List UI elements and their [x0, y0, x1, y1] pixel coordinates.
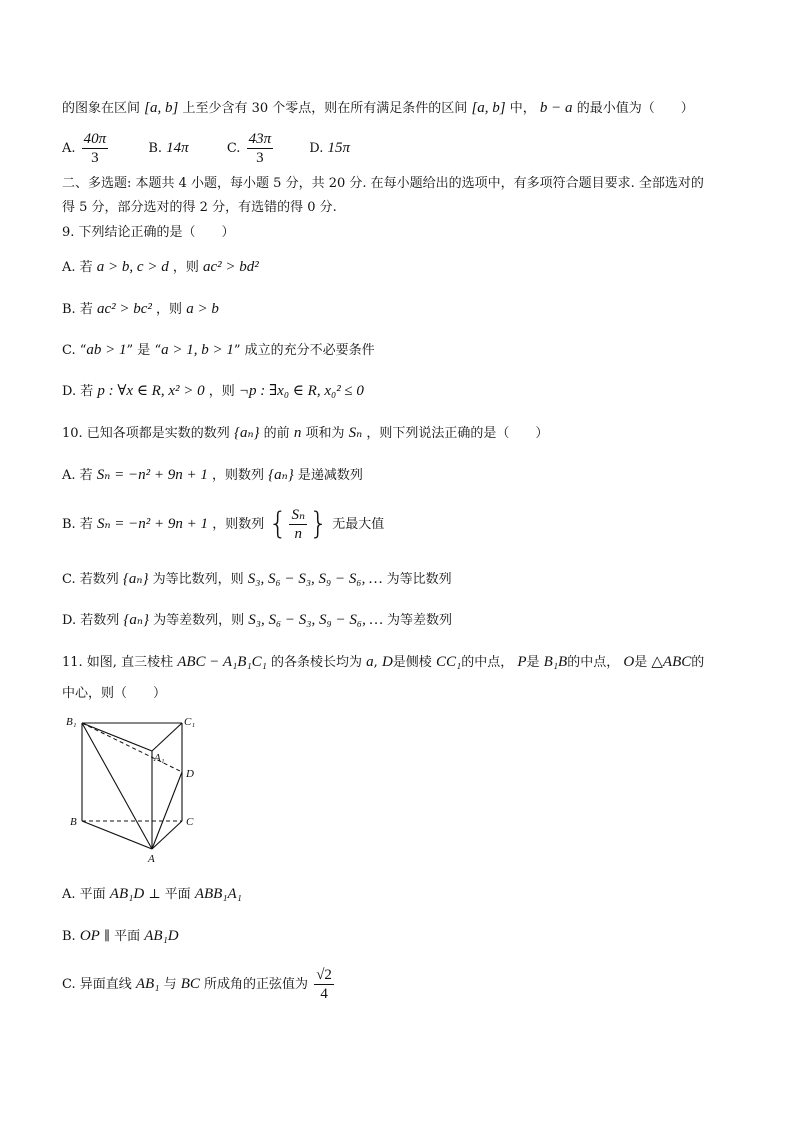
q10-text-1: 10. 已知各项都是实数的数列 — [62, 426, 230, 441]
q8-option-d — [309, 139, 350, 158]
q8-option-c-label: C. — [226, 141, 241, 156]
q11-text-5: 的中点， — [461, 655, 514, 670]
q10-sn: Sₙ — [348, 425, 363, 441]
label-a: A — [148, 853, 155, 865]
q8-option-c-denominator: 3 — [256, 150, 264, 166]
q8-option-b-label: B. — [148, 141, 163, 156]
label-c1: C₁ — [184, 716, 196, 728]
q9-option-a — [62, 258, 259, 277]
q10-n: n — [293, 425, 302, 441]
q11-c-label: C. 异面直线 — [62, 977, 132, 992]
section-2-intro-line-2: 得 5 分，部分选对的得 2 分，有选错的得 0 分. — [62, 200, 337, 215]
q10-d-post: 为等差数列 — [387, 613, 453, 628]
q11-c-mid: 与 — [163, 977, 177, 992]
q9-b-mid: ，则 — [156, 302, 183, 317]
q11-b-mid: ∥ 平面 — [103, 929, 141, 944]
q10-c-mid: 为等比数列，则 — [152, 572, 244, 587]
q10-option-b — [62, 506, 384, 543]
q11-option-c — [62, 966, 336, 1003]
q11-text-3: , — [373, 655, 378, 670]
q11-cc1: CC₁ — [435, 654, 462, 670]
q10-c-seq: {aₙ} — [122, 571, 149, 587]
q9-option-c — [62, 341, 375, 360]
q11-b-plane: AB₁D — [144, 928, 179, 944]
q8-option-d-label: D. — [309, 141, 324, 156]
q10-b-label: B. 若 — [62, 517, 93, 532]
q10-b-expr: Sₙ = −n² + 9n + 1 — [96, 516, 209, 532]
q8-text-4: 的最小值为（ ） — [576, 101, 694, 116]
q9-a-mid: ，则 — [172, 260, 199, 275]
q10-b-fraction — [289, 506, 307, 543]
q8-option-a-fraction — [82, 130, 109, 167]
q11-c-mid-2: 所成角的正弦值为 — [204, 977, 309, 992]
q11-c-denominator: 4 — [320, 986, 328, 1002]
q9-d-not-p: ¬p : ∃x₀ ∈ R, x₀² ≤ 0 — [238, 383, 364, 399]
q11-a-plane-2: ABB₁A₁ — [194, 886, 242, 902]
q11-b1b: B₁B — [543, 654, 568, 670]
q10-option-d — [62, 611, 452, 630]
figure-background — [62, 713, 202, 865]
q8-interval-2: [a, b] — [471, 100, 506, 116]
q10-d-seq: {aₙ} — [123, 612, 149, 628]
q10-d-mid: 为等差数列，则 — [153, 613, 245, 628]
q10-d-label: D. 若数列 — [62, 613, 120, 628]
q11-text-8: 是 — [634, 655, 648, 670]
q10-d-expr: S₃, S₆ − S₃, S₉ − S₆, … — [248, 612, 383, 628]
q11-text-1: 11. 如图, 直三棱柱 — [62, 655, 174, 670]
label-a1: A₁ — [154, 752, 165, 764]
q11-a-label: A. 平面 — [62, 887, 106, 902]
q9-a-cond: a > b, c > d — [96, 259, 169, 275]
q9-b-cond: ac² > bc² — [96, 301, 152, 317]
q9-c-mid: ” 是 “ — [126, 343, 162, 358]
q10-b-denominator: n — [294, 526, 302, 542]
q10-a-expr: Sₙ = −n² + 9n + 1 — [96, 467, 208, 483]
q11-d: D — [381, 654, 393, 670]
q10-text-4: ，则下列说法正确的是（ ） — [366, 426, 549, 441]
q8-option-c — [227, 130, 275, 167]
q8-option-b — [148, 139, 188, 158]
q11-prism: ABC − A₁B₁C₁ — [177, 654, 267, 670]
section-2-intro-line-1: 二、多选题: 本题共 4 小题，每小题 5 分，共 20 分. 在每小题给出的选项中，有多项符合题目要求. 全部选对的 — [62, 176, 704, 191]
q9-d-label: D. 若 — [62, 384, 94, 399]
q10-text-2: 的前 — [263, 426, 290, 441]
q11-a-mid: ⊥ 平面 — [148, 887, 191, 902]
q9-d-mid: ，则 — [208, 384, 235, 399]
q10-c-expr: S₃, S₆ − S₃, S₉ − S₆, … — [247, 571, 383, 587]
q10-text-3: 项和为 — [305, 426, 345, 441]
q10-a-seq: {aₙ} — [268, 467, 294, 483]
q10-option-a — [62, 466, 363, 485]
q8-expr: b − a — [539, 100, 573, 116]
q11-stem-line-1 — [62, 653, 704, 672]
q8-option-c-fraction — [247, 130, 274, 167]
q11-option-a — [62, 885, 242, 904]
q10-b-numerator: Sₙ — [291, 507, 306, 523]
q8-text-1: 的图象在区间 — [62, 101, 141, 116]
q9-d-p: p : ∀x ∈ R, x² > 0 — [97, 383, 205, 399]
q11-c-line-2: BC — [180, 976, 200, 992]
q11-text-6: 是 — [526, 655, 540, 670]
q8-option-c-numerator: 43π — [248, 131, 272, 147]
q9-c-cond-2: a > 1, b > 1 — [161, 342, 234, 358]
q11-a: a — [366, 654, 374, 670]
q8-options — [62, 130, 350, 167]
q8-option-b-value: 14π — [166, 140, 189, 156]
q10-c-label: C. 若数列 — [62, 572, 119, 587]
right-brace: } — [309, 506, 329, 542]
q8-option-a-numerator: 40π — [83, 131, 107, 147]
q11-c-numerator: √2 — [316, 967, 332, 983]
q10-b-post: 无最大值 — [332, 517, 385, 532]
q8-option-d-value: 15π — [327, 140, 350, 156]
label-d: D — [186, 768, 194, 780]
q8-option-a-label: A. — [62, 141, 76, 156]
q9-a-concl: ac² > bd² — [203, 259, 259, 275]
q8-text-3: 中， — [509, 101, 536, 116]
q8-text-2: 上至少含有 30 个零点，则在所有满足条件的区间 — [182, 101, 468, 116]
q11-b-label: B. — [62, 929, 76, 944]
q8-interval-1: [a, b] — [144, 100, 179, 116]
q8-stem — [62, 99, 694, 118]
left-brace: { — [268, 506, 288, 542]
q11-text-2: 的各条棱长均为 — [271, 655, 363, 670]
q10-seq: {aₙ} — [233, 425, 260, 441]
q11-text-4: 是侧棱 — [392, 655, 432, 670]
q11-option-b — [62, 927, 179, 946]
label-b1: B₁ — [66, 716, 77, 728]
q11-c-fraction — [314, 966, 334, 1003]
q9-b-label: B. 若 — [62, 302, 93, 317]
q9-b-concl: a > b — [186, 301, 219, 317]
q10-a-mid: ，则数列 — [212, 468, 265, 483]
q9-c-post: ” 成立的充分不必要条件 — [233, 343, 375, 358]
q9-c-label: C. “ — [62, 343, 87, 358]
q10-c-post: 为等比数列 — [386, 572, 452, 587]
q10-a-post: 是递减数列 — [297, 468, 363, 483]
q8-option-a — [62, 130, 110, 167]
q11-b-op: OP — [79, 928, 100, 944]
q11-triangle: △ABC — [651, 654, 692, 670]
label-b: B — [70, 816, 77, 828]
q10-a-label: A. 若 — [62, 468, 93, 483]
q10-stem — [62, 424, 548, 443]
q9-a-label: A. 若 — [62, 260, 93, 275]
q11-o: O — [623, 654, 635, 670]
q10-b-mid: ，则数列 — [212, 517, 265, 532]
q11-stem-line-2: 中心，则（ ） — [62, 686, 167, 701]
label-c: C — [186, 816, 194, 828]
q11-c-line-1: AB₁ — [135, 976, 160, 992]
q9-option-d — [62, 382, 364, 401]
q9-stem: 9. 下列结论正确的是（ ） — [62, 225, 235, 240]
q9-c-cond-1: ab > 1 — [86, 342, 127, 358]
q11-a-plane-1: AB₁D — [109, 886, 145, 902]
prism-figure — [62, 713, 202, 865]
q11-text-9: 的 — [691, 655, 705, 670]
q9-option-b — [62, 300, 219, 319]
q11-text-7: 的中点， — [567, 655, 620, 670]
q10-option-c — [62, 570, 452, 589]
q8-option-a-denominator: 3 — [91, 150, 99, 166]
q11-p: P — [517, 654, 527, 670]
